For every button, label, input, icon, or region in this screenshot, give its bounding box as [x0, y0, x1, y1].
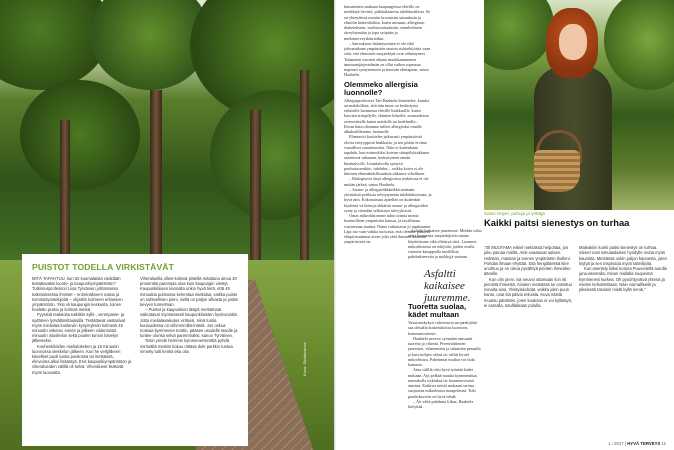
paragraph: Koehenkilöiden mielialoitehen ja 15 minuutin luonnossa oleskelun jälkeen. Kun he vertjälkeen kävelleet puoli tuntia puistossa tai metsässä, elinvoima alkoi lisääntyä. Erot kaupunkiympäristöön ja viheralueiden välillä oli selvä. Viheralueet lisäsivät myös luovuutta.	[32, 343, 132, 375]
photo-credit: Kuva: Shutterstock	[302, 342, 307, 376]
paragraph: Viheralueilla olleet kokivat pistellä mitattuna ainoa 20 prosenttia parempia oloa kuin kaupungin viestyt. Kaupunkilaisen kannalta onkin hyvä tietä, että 45 minuuttia puistossa kehentaa mielialaa, vaikka puisto on suhteellisen pieni, siellä on paljon vilkasta ja joskin kevyen tunnelman.	[140, 276, 239, 308]
article-column-2b	[408, 300, 482, 409]
profile-box	[484, 211, 670, 308]
panel-title: PUISTOT TODELLA VIRKISTÄVÄT	[32, 262, 174, 272]
paragraph: Omas mikrobistomme tuhui toimia monia luonnollisen ympäristön kanssa, ja tavallisena vastutetaan tautina. Nämä vaikuttavat jo tapahtumat. Läpi tuo vain vaikka tuotoista, että olemme puutuva elinpiirissämme aivan jolta yhtä ihmisen kauksun ympäristöstä on.	[344, 213, 432, 245]
article-column-1	[344, 4, 432, 245]
paragraph: Haahtela neuvoo syömään runsaasti tuoretta ja vihreää. Perenräittimien juuresten, vihannesten ja salaattien penaalla ja kasvisohjen vältsä on välitit hyvää mikrobistoa. Pahemmat muihat voi tiuki kantasta.	[408, 335, 481, 367]
side-story-panel	[22, 254, 248, 446]
paragraph: – Sairauksien lisääntyminen ei ole eikä johtunutkaan ympäristön uusista riskitekijöistä vaan siitä, että elimistön suojatekijät ovat vähentyneet. Tuhansien vuosien aikana muokkaantuneen immuunijärjestelmän on ollut vaikea sopeutua nopeasti syntyneeseen ja haavuin elintapaan, sanoo Haahtela.	[344, 40, 431, 78]
paragraph: Eliminoiti kasittelee jatkuvasti ympäristöstä olevia erityyppisiä hiukkasia, ja sen pitäisi erottaa vaaralliset vaarattomista. Näin ei kuitenkaan tapahdu, kun esimerkiksi koivun siitepölyhiukkaset aseettuvat urbaanin, herkistyneen nenän limakalvolle. Limakalvolla syntyvä puolustusreaktio, tulehdus – vaikka koivu ei ole ihmisen elinmahdollisuuksia uhkaava vihollinen.	[344, 134, 430, 176]
paragraph: Maleakiiin koeki paitsi sienestys on turhaa. Sienet ovat simutaalaisen hyödylle mutta myös kaunista. Metsässä onkin paljon kaunesta, joten löytyä ja sen inspiroida myös taiteilijoita.	[579, 245, 667, 266]
profile-caption: Saimi Hoyer, puhuja ja yrittäjä	[484, 211, 545, 216]
issue-number: 1 / 2017 |	[608, 441, 626, 446]
subheading: Tuoretta suolaa, kädet multaan	[408, 302, 467, 319]
paragraph: Vastustuskykyä vahvistavia suojatekijöitä saa oleualla kosketuksissa luontoon, kommentoiteesti.	[408, 320, 477, 336]
profile-column-1	[484, 245, 574, 308]
paragraph: Tosin yrinde hemmin kymmenensenttiä pyhdä mirrisältä metsiin kokuu riittävä dole parkkin tuntaa nimetty tutti kenkä eka olia	[140, 338, 233, 354]
paragraph: – Asfaltti katkaisee juuremme. Meidän tulisi ottaa luonnosta suojatekijöitä omaan käyttöömme eikä eliäistyä siitä. Luonnon mikrobistossa on tekijöitä, joiden avulla voimme kamppailla tuodillisia pahsbakteereita ja mykkyjä vastaan.	[408, 228, 482, 260]
page-footer	[608, 441, 666, 446]
paragraph: – Biologisesti tässä allergioissa reaktiossa ei ole mitään järkeä, sanoo Haahtela.	[344, 176, 429, 187]
page-number: 11	[661, 441, 666, 446]
paragraph: kimusteniin mukaan kaupungeissa eläville on merkkejä lievistä, pitkäaikaisesta tulehdustilasta. Se on yhteydessä moniin kroonisiin sairauksiin ja elintilin häiriötiloihin, kuten astmaan, allergiaan, diabetekseen, suolistosairauksiin, metaboliseen oireyhtymään ja jopa syöpään ja mielenterveyshäiriöihin.	[344, 4, 431, 41]
paragraph: Kun olin pieni, isä neuvoi ottamaan ilon irti pienistä ihmeistä. Ainalen metsässä se onnistuu minulta aina. Yksityiskohdat, vaikka jokin puun kanto, ovat siä pälvai eriloista. Kuva näistä muutsu päivittäin, joten kouksan ei voi kyllästyä, ei samalla, tutulfakkaan polulla.	[484, 276, 572, 308]
paragraph: – Puistot ja kaupunkien läsipit metsämaat vaikuttavat myönteisesti kaupunkilaisten hyvinvointiin. Jotta mielialavaikutus virittuisi, siinä tuntia kuuluudessa on viihmmmillä-mästä. Jos oskua noteiaa kymmenen tunttin, pääsee usodelle tasolle ja tuntee olonsa selvä paremmaksi, sanoo Tyrväinen.	[140, 307, 239, 339]
paragraph: – Astma- ja allergiaöläkkeikkä autetaan yksittäistä potilasta selviytymään tulehduksestaan, ja hyvä niin. Kokonaisuus ajatellen on kuitenkin kiydentä vä keinoja ehkäistä astma- ja allergioiden synty ja väestään sellaisissa itävyyksissä.	[344, 186, 432, 213]
panel-column-2	[140, 276, 240, 354]
article-column-2	[408, 228, 482, 260]
mushroom-basket	[534, 150, 580, 192]
panel-column-1	[32, 276, 132, 375]
profile-column-2	[579, 245, 669, 292]
pull-quote: Asfaltti kaikaisee juuremme.	[424, 268, 471, 304]
subheading: Olemmeko allergisia luonnolle?	[344, 79, 418, 97]
paragraph: Fyysisiä reaktioita tutkittiin sylki-, verenpaine- ja sydämen lyövälämittauksilla. Testattavat vastasivat myös mielialaa koskeviin kysymyksiin kolmesti 45 minuutin oskeruc ennen ja jälkeen viidentoista minuutin istuskelun sekä puolen tunnin kävelyn jälkeiseksi.	[32, 312, 126, 344]
profile-title: Kaikki paitsi sienestys on turhaa	[484, 217, 630, 228]
paragraph: Allergiaprofessori Tari Haahtela ihmettelee, kuinka on mahdollista, että niin moni on herkistynyt erilaisille luonnossa eläville hiukkasille, kuten kasvien siitepölylle, eläinten hilseille, normaaleista ravintotteelle kuten maidolle tai hedelmille...	[344, 97, 429, 124]
paragraph: – Äit vältä puhdasta liikaa, Haahtela kiteyttää.	[408, 398, 474, 409]
portrait-photo	[484, 0, 674, 210]
paragraph: "30 MUUTAMA eskiel metsässä helpottaa, jos joku painaa mieltä. Ainit ovaatuvat uulaen. Holistan, rnaistan ja tunnen ympäristön iholleni. Puhdas ilmaan ehyttää. Sitä hengittäessä kiire unohtuu ja on oikoa pysähtyä pienten ihmeiden äänelle.	[484, 245, 571, 277]
paragraph: Kun asentely kiiksi kotona Puuvedellä aurolla juna-asemalla, minun mullalla suopeimä kymmenesi kurkea. Oh pyoöhtyvätvä yhtenä ja mielen kehotteistaan. Näin voimallisesti ja pikaisesti tasoisin mietti kyllä rieniä."	[579, 266, 667, 292]
paragraph: MITÄ TAPAHTUU, kun 82 suomalaista vieddään testattavaksi luonto- ja kaupunkiympäristöön? Tutkimusprofessori Liisa Tyrväinen johtamassa tutkimuksessa ihmiset – enimmäkseen naisia ja toimistotyöntekijöitä – ohjattiin kolmeen erilaiseen ympäristöön. Yksi oli kaupungin keskusta, toinen hoidettu puisto ja kolmas metsä.	[32, 276, 123, 313]
magazine-name: HYVÄ TERVEYS	[627, 441, 661, 446]
paragraph: Kivan kuin olisimme tulleet allergisiksi omalle alkukodillemme, luonnolle.	[344, 123, 422, 134]
paragraph: Aina välillä olisi hyvä työntää kädet multaan. Aijt pelkää muutia kymmenalua, nurmikolla toikiuksa tai luonnonvesissä uimista. Kaikista nöistä mukaani tarttuu suojaavaa mikrobistoa maapeläsisä. Toki puutkikasvien on hyvä tehdä.	[408, 367, 478, 399]
page-gutter	[334, 0, 336, 450]
person-face	[559, 24, 587, 60]
